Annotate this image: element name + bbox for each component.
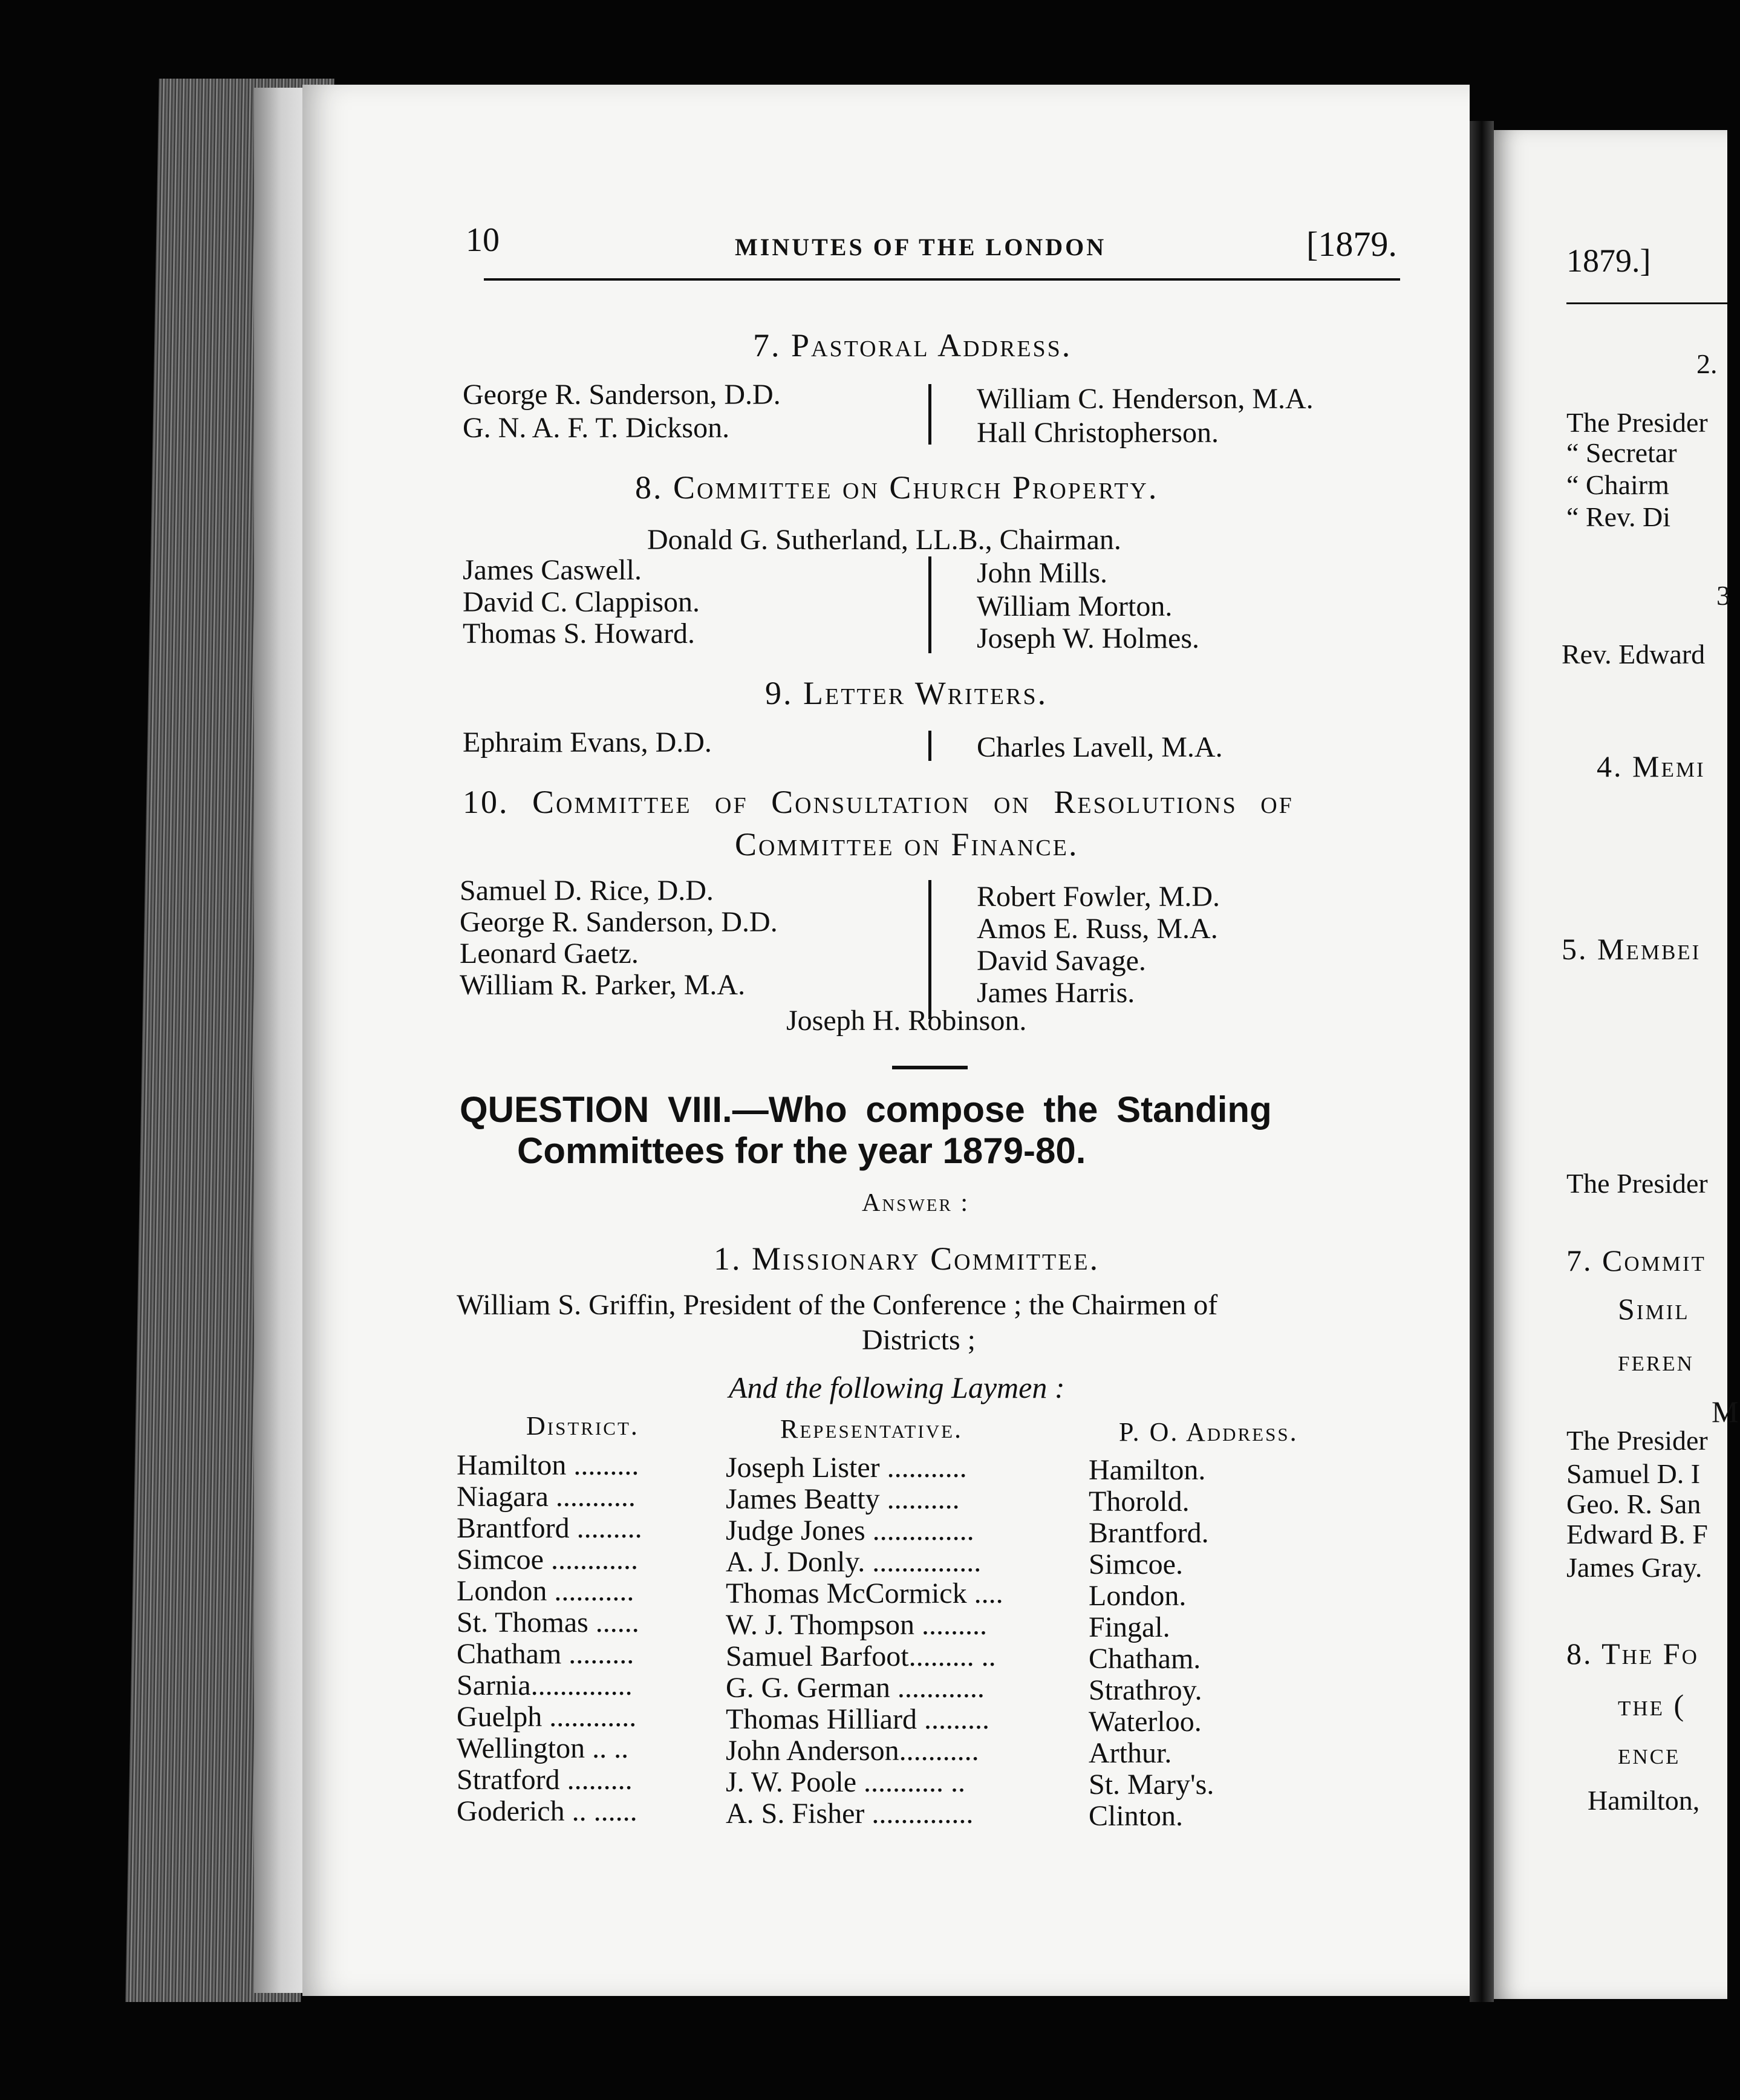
right-header-year: 1879.] <box>1566 243 1651 279</box>
s8-left-1: James Caswell. <box>463 554 642 586</box>
s10-divider <box>928 880 931 1019</box>
s9-right-1: Charles Lavell, M.A. <box>977 731 1223 763</box>
table-cell-district: Hamilton ......... <box>457 1449 639 1481</box>
s7-right-1: William C. Henderson, M.A. <box>977 383 1314 415</box>
table-cell-address: Hamilton. <box>1089 1454 1206 1486</box>
table-cell-address: Brantford. <box>1089 1517 1209 1549</box>
right-page-line: The Presider <box>1566 1425 1708 1456</box>
table-cell-address: Simcoe. <box>1089 1548 1183 1580</box>
right-page-line: the ( <box>1618 1688 1686 1722</box>
right-page-line: Samuel D. I <box>1566 1458 1701 1489</box>
right-page-line: Hamilton, <box>1588 1785 1700 1816</box>
col-header-representative: Repesentative. <box>780 1414 963 1444</box>
s10-left-1: Samuel D. Rice, D.D. <box>460 875 714 907</box>
table-cell-district: Wellington .. .. <box>457 1732 629 1764</box>
page-number: 10 <box>466 221 500 259</box>
s10-right-2: Amos E. Russ, M.A. <box>977 913 1218 945</box>
table-cell-district: Chatham ......... <box>457 1638 634 1670</box>
right-page-line: “ Secretar <box>1566 437 1677 468</box>
table-cell-district: Brantford ......... <box>457 1512 642 1544</box>
right-page-line: M <box>1712 1395 1740 1429</box>
book-gutter <box>1470 121 1494 2002</box>
table-cell-rep: G. G. German ............ <box>726 1672 985 1704</box>
s10-left-2: George R. Sanderson, D.D. <box>460 906 778 938</box>
s8-right-2: William Morton. <box>977 590 1173 622</box>
s8-right-3: Joseph W. Holmes. <box>977 622 1200 654</box>
table-cell-rep: James Beatty .......... <box>726 1483 960 1515</box>
right-page-line: ence <box>1618 1736 1681 1770</box>
s7-divider <box>928 384 931 445</box>
right-page-line: “ Rev. Di <box>1566 501 1671 532</box>
right-page-line: 8. The Fo <box>1566 1637 1699 1671</box>
right-page-line: The Presider <box>1566 407 1708 438</box>
s8-chairman: Donald G. Sutherland, LL.B., Chairman. <box>647 524 1121 556</box>
table-cell-district: Niagara ........... <box>457 1481 636 1513</box>
table-cell-address: St. Mary's. <box>1089 1769 1214 1801</box>
right-page-line: Edward B. F <box>1566 1519 1708 1550</box>
s10-right-4: James Harris. <box>977 977 1135 1009</box>
running-title: MINUTES OF THE LONDON <box>735 233 1107 261</box>
following-laymen: And the following Laymen : <box>729 1371 1065 1404</box>
s9-left-1: Ephraim Evans, D.D. <box>463 726 712 758</box>
right-page-line: 5. Membei <box>1562 932 1701 966</box>
s10-left-3: Leonard Gaetz. <box>460 938 639 970</box>
header-year: [1879. <box>1306 224 1397 264</box>
missionary-intro-line1: William S. Griffin, President of the Conference ; the Chairmen of <box>457 1289 1218 1321</box>
s10-left-4: William R. Parker, M.A. <box>460 969 746 1001</box>
s9-divider <box>928 731 931 761</box>
s8-right-1: John Mills. <box>977 557 1108 589</box>
table-cell-rep: J. W. Poole ........... .. <box>726 1766 966 1798</box>
table-cell-address: Clinton. <box>1089 1800 1184 1832</box>
question-heading-line2: Committees for the year 1879-80. <box>517 1130 1086 1171</box>
question-heading-line1: QUESTION VIII.—Who compose the Standing <box>460 1089 1272 1130</box>
right-page-line: The Presider <box>1566 1168 1708 1199</box>
table-cell-address: Strathroy. <box>1089 1674 1202 1706</box>
s10-right-1: Robert Fowler, M.D. <box>977 881 1220 913</box>
table-cell-address: Thorold. <box>1089 1485 1190 1518</box>
table-cell-address: Fingal. <box>1089 1611 1170 1643</box>
right-page-line: 3 <box>1716 580 1730 611</box>
right-page-line: 7. Commit <box>1566 1244 1706 1277</box>
s8-divider <box>928 556 931 653</box>
right-page-line: Simil <box>1618 1292 1690 1326</box>
right-page-line: feren <box>1618 1343 1694 1377</box>
right-header-rule <box>1566 302 1727 304</box>
table-cell-rep: W. J. Thompson ......... <box>726 1609 988 1641</box>
table-cell-address: London. <box>1089 1580 1187 1612</box>
table-cell-district: London ........... <box>457 1575 634 1607</box>
table-cell-address: Chatham. <box>1089 1643 1201 1675</box>
answer-label: Answer : <box>862 1189 969 1217</box>
s8-left-2: David C. Clappison. <box>463 586 700 618</box>
missionary-committee-title: 1. Missionary Committee. <box>714 1241 1100 1277</box>
table-cell-rep: Joseph Lister ........... <box>726 1452 967 1484</box>
s7-right-2: Hall Christopherson. <box>977 417 1219 449</box>
table-cell-rep: A. J. Donly. ............... <box>726 1546 982 1578</box>
right-page-line: James Gray. <box>1566 1552 1703 1583</box>
section-8-title: 8. Committee on Church Property. <box>635 469 1159 506</box>
table-cell-district: Guelph ............ <box>457 1701 637 1733</box>
s8-left-3: Thomas S. Howard. <box>463 618 695 650</box>
s10-last-member: Joseph H. Robinson. <box>786 1005 1027 1037</box>
right-page-line: 4. Memi <box>1597 749 1706 783</box>
table-cell-district: Goderich .. ...... <box>457 1795 637 1827</box>
missionary-intro-line2: Districts ; <box>862 1324 976 1356</box>
header-rule <box>484 278 1400 281</box>
table-cell-district: Stratford ......... <box>457 1764 633 1796</box>
section-10-title-line2: Committee on Finance. <box>735 826 1079 862</box>
table-cell-district: St. Thomas ...... <box>457 1606 639 1639</box>
table-cell-address: Waterloo. <box>1089 1706 1202 1738</box>
table-cell-rep: Thomas McCormick .... <box>726 1577 1003 1609</box>
section-7-title: 7. Pastoral Address. <box>753 327 1072 364</box>
right-page-line: Geo. R. San <box>1566 1489 1701 1519</box>
s7-left-2: G. N. A. F. T. Dickson. <box>463 412 730 444</box>
right-page-line: “ Chairm <box>1566 469 1669 500</box>
section-9-title: 9. Letter Writers. <box>765 675 1048 711</box>
right-page-line: Rev. Edward <box>1562 639 1706 670</box>
section-divider <box>892 1066 968 1069</box>
table-cell-district: Sarnia.............. <box>457 1669 633 1701</box>
col-header-address: P. O. Address. <box>1119 1417 1298 1447</box>
right-page-line: 2. <box>1696 348 1718 379</box>
table-cell-rep: John Anderson........... <box>726 1735 979 1767</box>
table-cell-rep: Samuel Barfoot......... .. <box>726 1640 996 1672</box>
table-cell-rep: Thomas Hilliard ......... <box>726 1703 989 1735</box>
s7-left-1: George R. Sanderson, D.D. <box>463 379 781 411</box>
section-10-title-line1: 10. Committee of Consultation on Resolutions of <box>463 784 1294 820</box>
table-cell-district: Simcoe ............ <box>457 1544 638 1576</box>
table-cell-rep: Judge Jones .............. <box>726 1515 974 1547</box>
table-cell-address: Arthur. <box>1089 1737 1172 1769</box>
table-cell-rep: A. S. Fisher .............. <box>726 1798 974 1830</box>
s10-right-3: David Savage. <box>977 945 1146 977</box>
col-header-district: District. <box>526 1411 639 1441</box>
